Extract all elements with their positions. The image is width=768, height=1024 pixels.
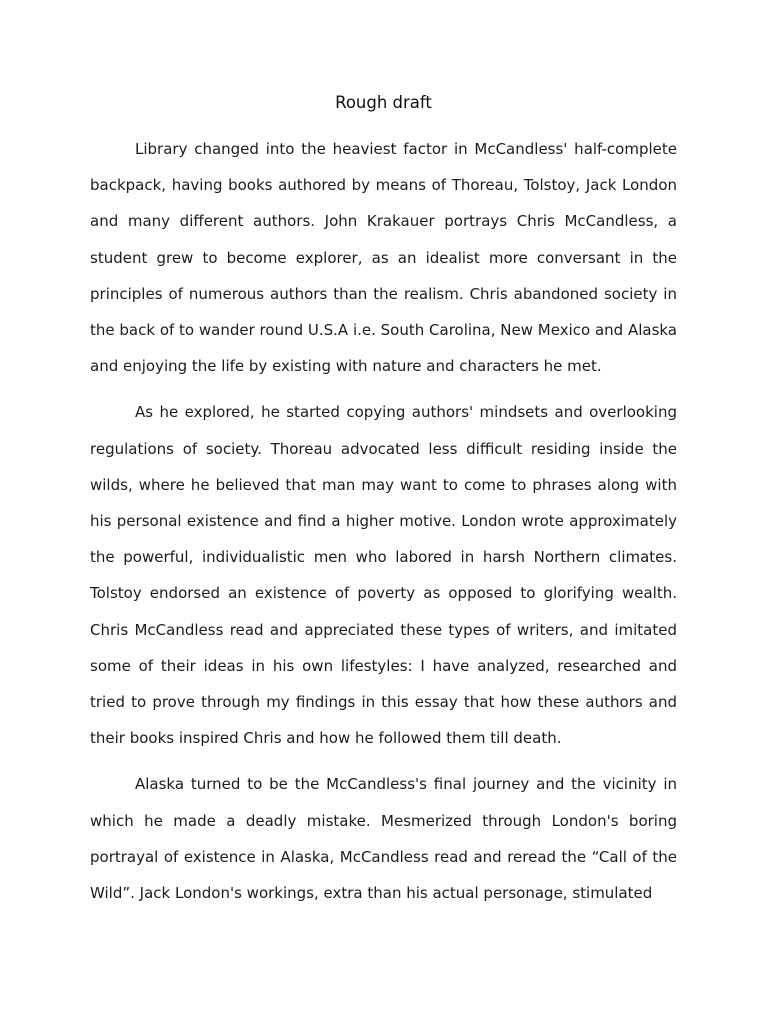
paragraph-2: As he explored, he started copying authors' mindsets and overlooking regulations of society. Thoreau advocated less difficult residing inside the wilds, where he believed that man may want to come to phrases along with his personal existence and find a higher motive. London wrote approximately the powerful, individualistic men who labored in harsh Northern climates. Tolstoy endorsed an existence of poverty as opposed to glorifying wealth. Chris McCandless read and appreciated these types of writers, and imitated some of their ideas in his own lifestyles: I have analyzed, researched and tried to prove through my findings in this essay that how these authors and their books inspired Chris and how he followed them till death.: [90, 403, 677, 748]
paragraph-1: Library changed into the heaviest factor in McCandless' half-complete backpack, having books authored by means of Thoreau, Tolstoy, Jack London and many different authors. John Krakauer portrays Chris McCandless, a student grew to become explorer, as an idealist more conversant in the principles of numerous authors than the realism. Chris abandoned society in the back of to wander round U.S.A i.e. South Carolina, New Mexico and Alaska and enjoying the life by existing with nature and characters he met.: [90, 140, 677, 376]
document-title: Rough draft: [335, 93, 432, 112]
paragraph-3: Alaska turned to be the McCandless's final journey and the vicinity in which he made a deadly mistake. Mesmerized through London's boring portrayal of existence in Alaska, McCandless read and reread the “Call of the Wild”. Jack London's workings, extra than his actual personage, stimulated: [90, 775, 677, 903]
